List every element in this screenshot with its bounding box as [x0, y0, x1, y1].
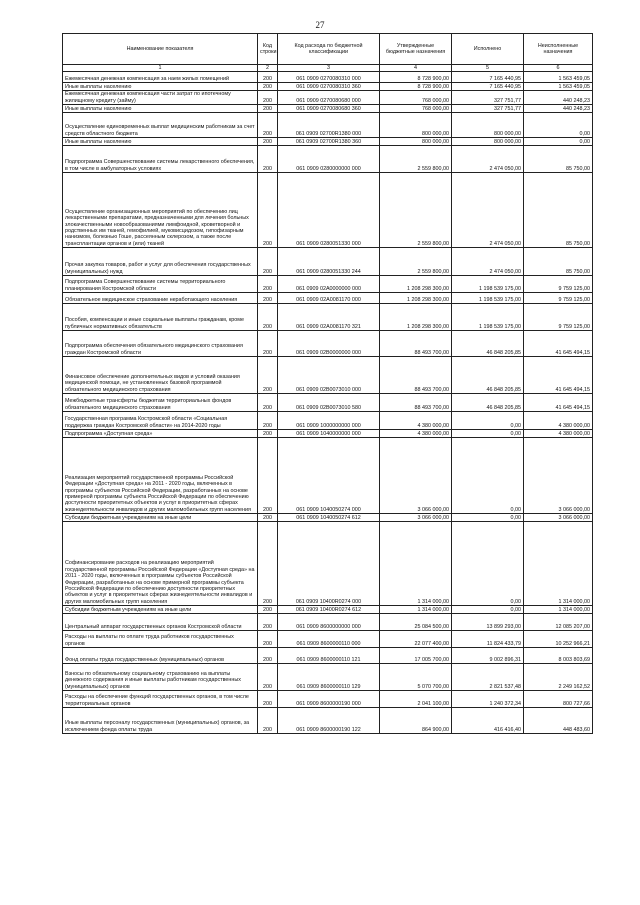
row-approved: 1 208 298 300,00 [380, 276, 452, 293]
row-executed: 1 198 539 175,00 [452, 304, 524, 331]
table-row [63, 614, 593, 631]
row-line-code: 200 [258, 614, 278, 631]
row-approved: 2 559 800,00 [380, 248, 452, 276]
row-approved: 17 005 700,00 [380, 648, 452, 664]
table-row [63, 357, 593, 394]
row-name: Иные выплаты населению [63, 105, 258, 113]
row-executed: 7 165 440,95 [452, 72, 524, 83]
row-budget-code: 061 0909 8600000000 000 [278, 614, 380, 631]
row-budget-code: 061 0909 02B0073010 000 [278, 357, 380, 394]
row-line-code: 200 [258, 331, 278, 357]
row-line-code: 200 [258, 438, 278, 514]
budget-execution-table [62, 33, 593, 734]
table-row [63, 248, 593, 276]
row-executed: 1 198 539 175,00 [452, 276, 524, 293]
row-remaining: 8 003 803,69 [524, 648, 593, 664]
row-budget-code: 061 0909 1040050274 000 [278, 438, 380, 514]
row-line-code: 200 [258, 138, 278, 146]
table-row [63, 664, 593, 691]
table-body [63, 72, 593, 734]
row-remaining: 9 759 125,00 [524, 304, 593, 331]
row-budget-code: 061 0909 10400R0274 612 [278, 606, 380, 614]
row-line-code: 200 [258, 522, 278, 606]
row-name: Расходы на выплаты по оплате труда работников государственных органов [63, 631, 258, 648]
page-number: 27 [315, 20, 325, 30]
table-row [63, 331, 593, 357]
row-line-code: 200 [258, 146, 278, 173]
row-remaining: 41 645 494,15 [524, 357, 593, 394]
row-name: Подпрограмма Совершенствование системы территориального планирования Костромской области [63, 276, 258, 293]
row-remaining: 85 750,00 [524, 248, 593, 276]
table-row [63, 83, 593, 91]
column-header-approved: Утвержденные бюджетные назначения [380, 34, 452, 65]
row-executed: 7 165 440,95 [452, 83, 524, 91]
row-name: Подпрограмма Совершенствование системы лекарственного обеспечения, в том числе в амбулаторных условиях [63, 146, 258, 173]
table-row [63, 430, 593, 438]
row-executed: 800 000,00 [452, 113, 524, 138]
row-budget-code: 061 0909 0280051330 244 [278, 248, 380, 276]
row-remaining: 41 645 494,15 [524, 394, 593, 412]
row-budget-code: 061 0909 02B0073010 580 [278, 394, 380, 412]
row-line-code: 200 [258, 357, 278, 394]
table-row [63, 438, 593, 514]
row-approved: 88 493 700,00 [380, 331, 452, 357]
row-name: Центральный аппарат государственных органов Костромской области [63, 614, 258, 631]
table-row [63, 412, 593, 430]
row-name: Субсидии бюджетным учреждениям на иные цели [63, 514, 258, 522]
row-executed: 327 751,77 [452, 105, 524, 113]
row-remaining: 0,00 [524, 138, 593, 146]
row-line-code: 200 [258, 648, 278, 664]
row-approved: 3 066 000,00 [380, 438, 452, 514]
row-budget-code: 061 0909 0270080680 360 [278, 105, 380, 113]
row-executed: 416 416,40 [452, 708, 524, 734]
row-line-code: 200 [258, 514, 278, 522]
row-executed: 800 000,00 [452, 138, 524, 146]
row-line-code: 200 [258, 631, 278, 648]
row-approved: 88 493 700,00 [380, 357, 452, 394]
row-name: Фонд оплаты труда государственных (муниципальных) органов [63, 648, 258, 664]
row-line-code: 200 [258, 708, 278, 734]
row-budget-code: 061 0909 0270080310 360 [278, 83, 380, 91]
column-header-line-code: Код строки [258, 34, 278, 65]
row-remaining: 10 252 966,21 [524, 631, 593, 648]
table-row [63, 708, 593, 734]
row-approved: 864 900,00 [380, 708, 452, 734]
row-name: Прочая закупка товаров, работ и услуг для обеспечения государственных (муниципальных) нужд [63, 248, 258, 276]
table-row [63, 173, 593, 248]
row-executed: 1 198 539 175,00 [452, 293, 524, 304]
row-name: Иные выплаты персоналу государственных (муниципальных) органов, за исключением фонда оплаты труда [63, 708, 258, 734]
row-name: Взносы по обязательному социальному страхованию на выплаты денежного содержания и иные выплаты работникам государственных (муниципальных) органов [63, 664, 258, 691]
row-name: Иные выплаты населению [63, 138, 258, 146]
row-remaining: 4 380 000,00 [524, 430, 593, 438]
row-line-code: 200 [258, 293, 278, 304]
row-approved: 5 070 700,00 [380, 664, 452, 691]
row-budget-code: 061 0909 8600000110 121 [278, 648, 380, 664]
row-approved: 2 559 800,00 [380, 173, 452, 248]
table-row [63, 691, 593, 708]
row-budget-code: 061 0909 02A0081170 321 [278, 304, 380, 331]
row-executed: 2 821 537,48 [452, 664, 524, 691]
row-approved: 768 000,00 [380, 91, 452, 105]
column-header-remaining: Неисполненные назначения [524, 34, 593, 65]
row-remaining: 800 727,66 [524, 691, 593, 708]
row-approved: 768 000,00 [380, 105, 452, 113]
row-line-code: 200 [258, 664, 278, 691]
column-number: 3 [278, 65, 380, 72]
row-remaining: 440 248,23 [524, 105, 593, 113]
row-remaining: 41 645 494,15 [524, 331, 593, 357]
row-budget-code: 061 0909 02B0000000 000 [278, 331, 380, 357]
row-name: Реализация мероприятий государственной программы Российской Федерации «Доступная среда» на 2011 - 2020 годы, включенных в программы субъектов Российской Федерации, разработанных на основе примерной программы субъекта Российской Федерации по обеспечению доступности приоритетных объектов и услуг в приоритетных сферах жизнедеятельности инвалидов и других маломобильных групп населения [63, 438, 258, 514]
row-name: Субсидии бюджетным учреждениям на иные цели [63, 606, 258, 614]
row-budget-code: 061 0909 10400R0274 000 [278, 522, 380, 606]
row-budget-code: 061 0909 8600000190 000 [278, 691, 380, 708]
row-executed: 0,00 [452, 412, 524, 430]
row-line-code: 200 [258, 105, 278, 113]
row-approved: 4 380 000,00 [380, 412, 452, 430]
column-number: 2 [258, 65, 278, 72]
row-remaining: 0,00 [524, 113, 593, 138]
row-executed: 2 474 050,00 [452, 173, 524, 248]
row-remaining: 2 249 162,52 [524, 664, 593, 691]
row-name: Пособия, компенсации и иные социальные выплаты гражданам, кроме публичных нормативных обязательств [63, 304, 258, 331]
row-budget-code: 061 0909 8600000190 122 [278, 708, 380, 734]
row-remaining: 1 314 000,00 [524, 522, 593, 606]
row-budget-code: 061 0909 0280051330 000 [278, 173, 380, 248]
row-approved: 3 066 000,00 [380, 514, 452, 522]
table-row [63, 514, 593, 522]
row-name: Государственная программа Костромской области «Социальная поддержка граждан Костромской области» на 2014-2020 годы [63, 412, 258, 430]
row-name: Софинансирование расходов на реализацию мероприятий государственной программы Российской Федерации «Доступная среда» на 2011 - 2020 годы, включенных в программы субъектов Российской Федерации, разработанных на основе примерной программы субъекта Российской Федерации по обеспечению доступности приоритетных объектов и услуг в приоритетных сферах жизнедеятельности инвалидов и других маломобильных групп населения [63, 522, 258, 606]
row-line-code: 200 [258, 113, 278, 138]
table-row [63, 304, 593, 331]
row-line-code: 200 [258, 91, 278, 105]
row-remaining: 3 066 000,00 [524, 514, 593, 522]
table-row [63, 276, 593, 293]
row-line-code: 200 [258, 430, 278, 438]
row-name: Иные выплаты населению [63, 83, 258, 91]
row-executed: 2 474 050,00 [452, 146, 524, 173]
table-row [63, 138, 593, 146]
row-approved: 4 380 000,00 [380, 430, 452, 438]
row-budget-code: 061 0909 0270080310 000 [278, 72, 380, 83]
row-executed: 13 899 293,00 [452, 614, 524, 631]
row-line-code: 200 [258, 412, 278, 430]
row-approved: 22 077 400,00 [380, 631, 452, 648]
row-approved: 2 559 800,00 [380, 146, 452, 173]
row-remaining: 448 483,60 [524, 708, 593, 734]
row-executed: 0,00 [452, 430, 524, 438]
row-approved: 1 208 298 300,00 [380, 304, 452, 331]
row-approved: 1 314 000,00 [380, 522, 452, 606]
table-row [63, 105, 593, 113]
row-budget-code: 061 0909 0280000000 000 [278, 146, 380, 173]
table-row [63, 91, 593, 105]
table-row [63, 293, 593, 304]
table-row [63, 146, 593, 173]
table-row [63, 113, 593, 138]
row-budget-code: 061 0909 1040050274 612 [278, 514, 380, 522]
row-name: Подпрограмма обеспечения обязательного медицинского страхования граждан Костромской области [63, 331, 258, 357]
row-remaining: 1 314 000,00 [524, 606, 593, 614]
row-name: Межбюджетные трансферты бюджетам территориальных фондов обязательного медицинского страхования [63, 394, 258, 412]
row-remaining: 9 759 125,00 [524, 293, 593, 304]
row-line-code: 200 [258, 248, 278, 276]
row-name: Ежемесячная денежная компенсация за наем жилых помещений [63, 72, 258, 83]
row-executed: 2 474 050,00 [452, 248, 524, 276]
table-row [63, 631, 593, 648]
row-executed: 46 848 205,85 [452, 331, 524, 357]
row-remaining: 3 066 000,00 [524, 438, 593, 514]
row-name: Подпрограмма «Доступная среда» [63, 430, 258, 438]
row-approved: 1 314 000,00 [380, 606, 452, 614]
row-approved: 1 208 298 300,00 [380, 293, 452, 304]
row-executed: 327 751,77 [452, 91, 524, 105]
row-name: Ежемесячная денежная компенсация части затрат по ипотечному жилищному кредиту (займу) [63, 91, 258, 105]
row-budget-code: 061 0909 8600000110 129 [278, 664, 380, 691]
row-executed: 0,00 [452, 522, 524, 606]
row-name: Осуществление единовременных выплат медицинским работникам за счет средств областного бюджета [63, 113, 258, 138]
row-remaining: 85 750,00 [524, 146, 593, 173]
row-budget-code: 061 0909 02700R1380 360 [278, 138, 380, 146]
row-line-code: 200 [258, 606, 278, 614]
row-approved: 8 728 900,00 [380, 72, 452, 83]
row-approved: 800 000,00 [380, 138, 452, 146]
row-executed: 46 848 205,85 [452, 394, 524, 412]
row-line-code: 200 [258, 276, 278, 293]
row-line-code: 200 [258, 304, 278, 331]
column-number: 4 [380, 65, 452, 72]
row-remaining: 1 563 459,05 [524, 83, 593, 91]
row-name: Обязательное медицинское страхование неработающего населения [63, 293, 258, 304]
row-budget-code: 061 0909 02A0081170 000 [278, 293, 380, 304]
row-budget-code: 061 0909 1000000000 000 [278, 412, 380, 430]
row-budget-code: 061 0909 02700R1380 000 [278, 113, 380, 138]
column-header-name: Наименование показателя [63, 34, 258, 65]
row-approved: 25 084 500,00 [380, 614, 452, 631]
row-budget-code: 061 0909 02A0000000 000 [278, 276, 380, 293]
row-executed: 11 824 433,79 [452, 631, 524, 648]
column-number-row [63, 65, 593, 72]
row-executed: 9 002 896,31 [452, 648, 524, 664]
row-name: Финансовое обеспечение дополнительных видов и условий оказания медицинской помощи, не установленных базовой программой обязательного медицинского страхования [63, 357, 258, 394]
row-executed: 0,00 [452, 606, 524, 614]
row-approved: 2 041 100,00 [380, 691, 452, 708]
row-executed: 0,00 [452, 514, 524, 522]
row-budget-code: 061 0909 8600000110 000 [278, 631, 380, 648]
row-remaining: 440 248,23 [524, 91, 593, 105]
row-approved: 88 493 700,00 [380, 394, 452, 412]
row-approved: 800 000,00 [380, 113, 452, 138]
row-remaining: 9 759 125,00 [524, 276, 593, 293]
row-line-code: 200 [258, 72, 278, 83]
table-row [63, 72, 593, 83]
header-row [63, 34, 593, 65]
column-number: 1 [63, 65, 258, 72]
table-row [63, 648, 593, 664]
row-line-code: 200 [258, 394, 278, 412]
table-row [63, 606, 593, 614]
row-remaining: 85 750,00 [524, 173, 593, 248]
row-approved: 8 728 900,00 [380, 83, 452, 91]
row-name: Расходы на обеспечение функций государственных органов, в том числе территориальных органов [63, 691, 258, 708]
row-executed: 0,00 [452, 438, 524, 514]
row-line-code: 200 [258, 83, 278, 91]
row-executed: 46 848 205,85 [452, 357, 524, 394]
column-header-budget-code: Код расхода по бюджетной классификации [278, 34, 380, 65]
row-remaining: 1 563 459,05 [524, 72, 593, 83]
row-budget-code: 061 0909 0270080680 000 [278, 91, 380, 105]
column-header-executed: Исполнено [452, 34, 524, 65]
column-number: 6 [524, 65, 593, 72]
row-name: Осуществление организационных мероприятий по обеспечению лиц лекарственными препаратами, предназначенными для лечения больных злокачественными новообразованиями лимфоидной, кроветворной и родственных им тканей, гемофилией, муковисцидозом, гипофизарным нанизмом, болезнью Гоше, рассеянным склерозом, а также после трансплантации органов и (или) тканей [63, 173, 258, 248]
table-row [63, 522, 593, 606]
column-number: 5 [452, 65, 524, 72]
table-row [63, 394, 593, 412]
row-line-code: 200 [258, 691, 278, 708]
row-remaining: 12 085 207,00 [524, 614, 593, 631]
row-line-code: 200 [258, 173, 278, 248]
row-remaining: 4 380 000,00 [524, 412, 593, 430]
row-executed: 1 240 372,34 [452, 691, 524, 708]
row-budget-code: 061 0909 1040000000 000 [278, 430, 380, 438]
